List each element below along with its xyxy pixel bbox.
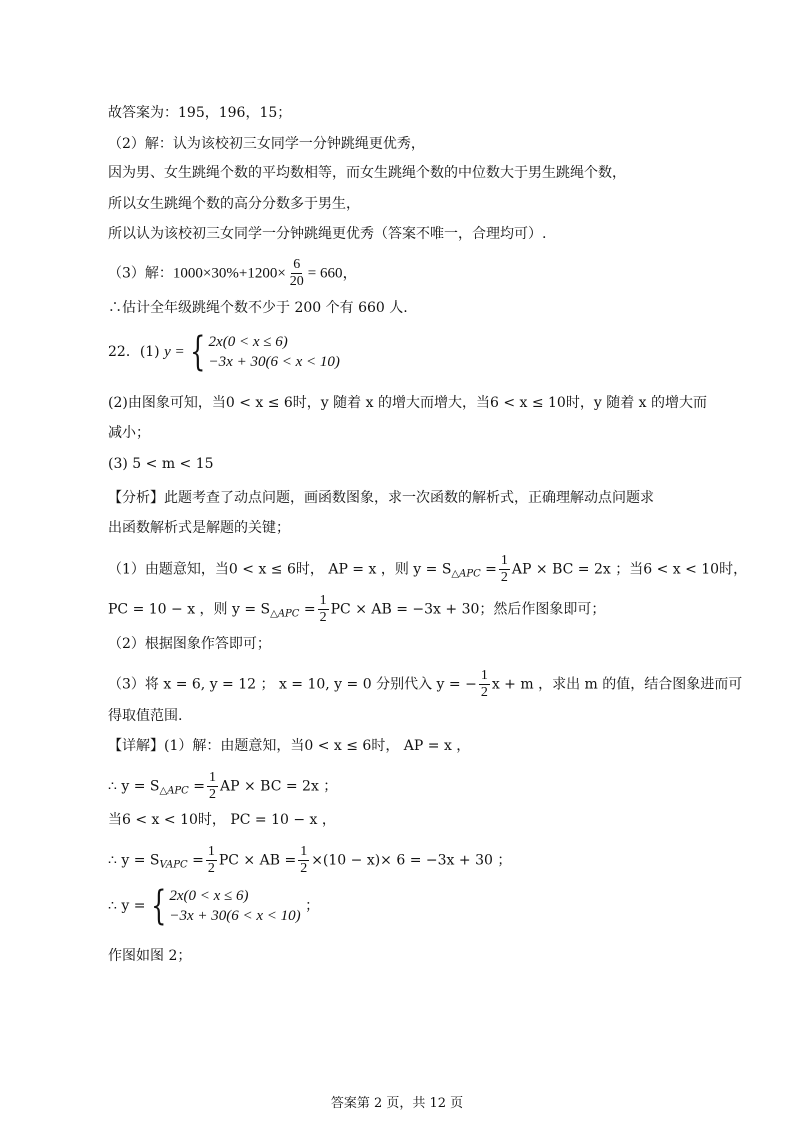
numerator: 1 <box>480 668 488 683</box>
expr: ×(10 − x)× 6 = −3x + 30 ； <box>311 852 512 869</box>
formula-line <box>108 770 337 803</box>
expr: = <box>192 852 204 869</box>
text-line: （2）解：认为该校初三女同学一分钟跳绳更优秀， <box>108 136 425 152</box>
question-number: 22．(1) <box>108 344 160 360</box>
formula-line <box>108 668 742 701</box>
brace-icon: { <box>190 329 206 375</box>
text-line: 【详解】(1）解：由题意知，当0 < x ≤ 6时， AP = x ， <box>108 738 471 754</box>
expr: （1）由题意知，当0 < x ≤ 6时， AP = x ，则 y = S <box>108 561 452 578</box>
denominator: 2 <box>500 570 508 585</box>
expr: y = <box>164 344 185 360</box>
expr: ∴ y = S <box>108 778 160 795</box>
denominator: 2 <box>319 610 327 625</box>
subscript: △APC <box>159 785 189 797</box>
denominator: 20 <box>289 274 304 289</box>
text-line: 当6 < x < 10时， PC = 10 − x ， <box>108 812 336 828</box>
numerator: 1 <box>300 844 308 859</box>
case: −3x + 30(6 < x < 10) <box>208 354 340 370</box>
expr: ∴ y = S <box>108 852 160 869</box>
case: 2x(0 < x ≤ 6) <box>208 334 288 350</box>
denominator: 2 <box>300 861 308 876</box>
expr: = 660， <box>307 265 358 282</box>
fraction <box>288 257 306 290</box>
expr: = <box>485 561 497 578</box>
formula-line <box>108 844 511 877</box>
text-line: 故答案为：195，196，15； <box>108 105 292 121</box>
case: 2x(0 < x ≤ 6) <box>169 888 249 904</box>
subscript: △APC <box>451 568 481 580</box>
text-line: (3) 5 < m < 15 <box>108 456 214 472</box>
text-line: 减小； <box>108 425 150 441</box>
cases-line <box>108 329 340 375</box>
cases <box>169 886 300 926</box>
expr: PC = 10 − x ，则 y = S <box>108 601 271 618</box>
expr: x + m ，求出 m 的值，结合图象进而可 <box>491 676 743 693</box>
expr: ∴ y = <box>108 898 146 914</box>
text-line: ∴估计全年级跳绳个数不少于 200 个有 660 人. <box>108 300 408 316</box>
page-footer: 答案第 2 页，共 12 页 <box>330 1096 464 1111</box>
case: −3x + 30(6 < x < 10) <box>169 908 301 924</box>
text-line: 【分析】此题考查了动点问题，画函数图象，求一次函数的解析式，正确理解动点问题求 <box>108 490 654 506</box>
text-line: 所以认为该校初三女同学一分钟跳绳更优秀（答案不唯一，合理均可）. <box>108 226 547 242</box>
expr: （3）将 x = 6, y = 12 ； x = 10, y = 0 分别代入 y = − <box>108 676 477 693</box>
fraction <box>206 844 217 877</box>
expr: AP × BC = 2x ； <box>219 778 338 795</box>
fraction <box>207 770 218 803</box>
expr: PC × AB = <box>218 852 297 869</box>
text-line: 因为男、女生跳绳个数的平均数相等，而女生跳绳个数的中位数大于男生跳绳个数， <box>108 165 626 181</box>
expr: 1000×30%+1200× <box>172 265 286 282</box>
fraction <box>499 553 510 586</box>
text-line: （2）根据图象作答即可； <box>108 636 271 652</box>
expr: ； <box>305 898 320 914</box>
numerator: 1 <box>500 553 508 568</box>
subscript: VAPC <box>159 859 188 871</box>
cases <box>209 332 340 372</box>
text-line: 所以女生跳绳个数的高分分数多于男生， <box>108 196 360 212</box>
numerator: 1 <box>208 770 216 785</box>
numerator: 1 <box>207 844 215 859</box>
cases-group <box>150 883 301 929</box>
brace-icon: { <box>150 883 167 929</box>
fraction <box>479 668 490 701</box>
formula-line <box>108 257 358 290</box>
expr: = <box>303 601 316 618</box>
numerator: 6 <box>293 257 301 272</box>
denominator: 2 <box>207 861 215 876</box>
formula-line <box>108 553 747 586</box>
text-line: 得取值范围. <box>108 708 183 724</box>
text-line: (2)由图象可知，当0 < x ≤ 6时，y 随着 x 的增大而增大，当6 < x ≤ 10时，y 随着 x 的增大而 <box>108 395 707 411</box>
subscript: △APC <box>270 608 300 620</box>
expr: = <box>193 778 205 795</box>
denominator: 2 <box>208 787 216 802</box>
text-line: 出函数解析式是解题的关键； <box>108 520 290 536</box>
label: （3）解： <box>108 265 173 282</box>
fraction <box>318 593 329 626</box>
fraction <box>298 844 309 877</box>
expr: AP × BC = 2x ；当6 < x < 10时， <box>511 561 748 578</box>
formula-line <box>108 593 605 626</box>
denominator: 2 <box>480 685 488 700</box>
text-line: 作图如图 2； <box>108 948 192 964</box>
cases-group <box>189 329 340 375</box>
cases-line <box>108 883 320 929</box>
expr: PC × AB = −3x + 30；然后作图象即可； <box>330 601 606 618</box>
numerator: 1 <box>319 593 327 608</box>
